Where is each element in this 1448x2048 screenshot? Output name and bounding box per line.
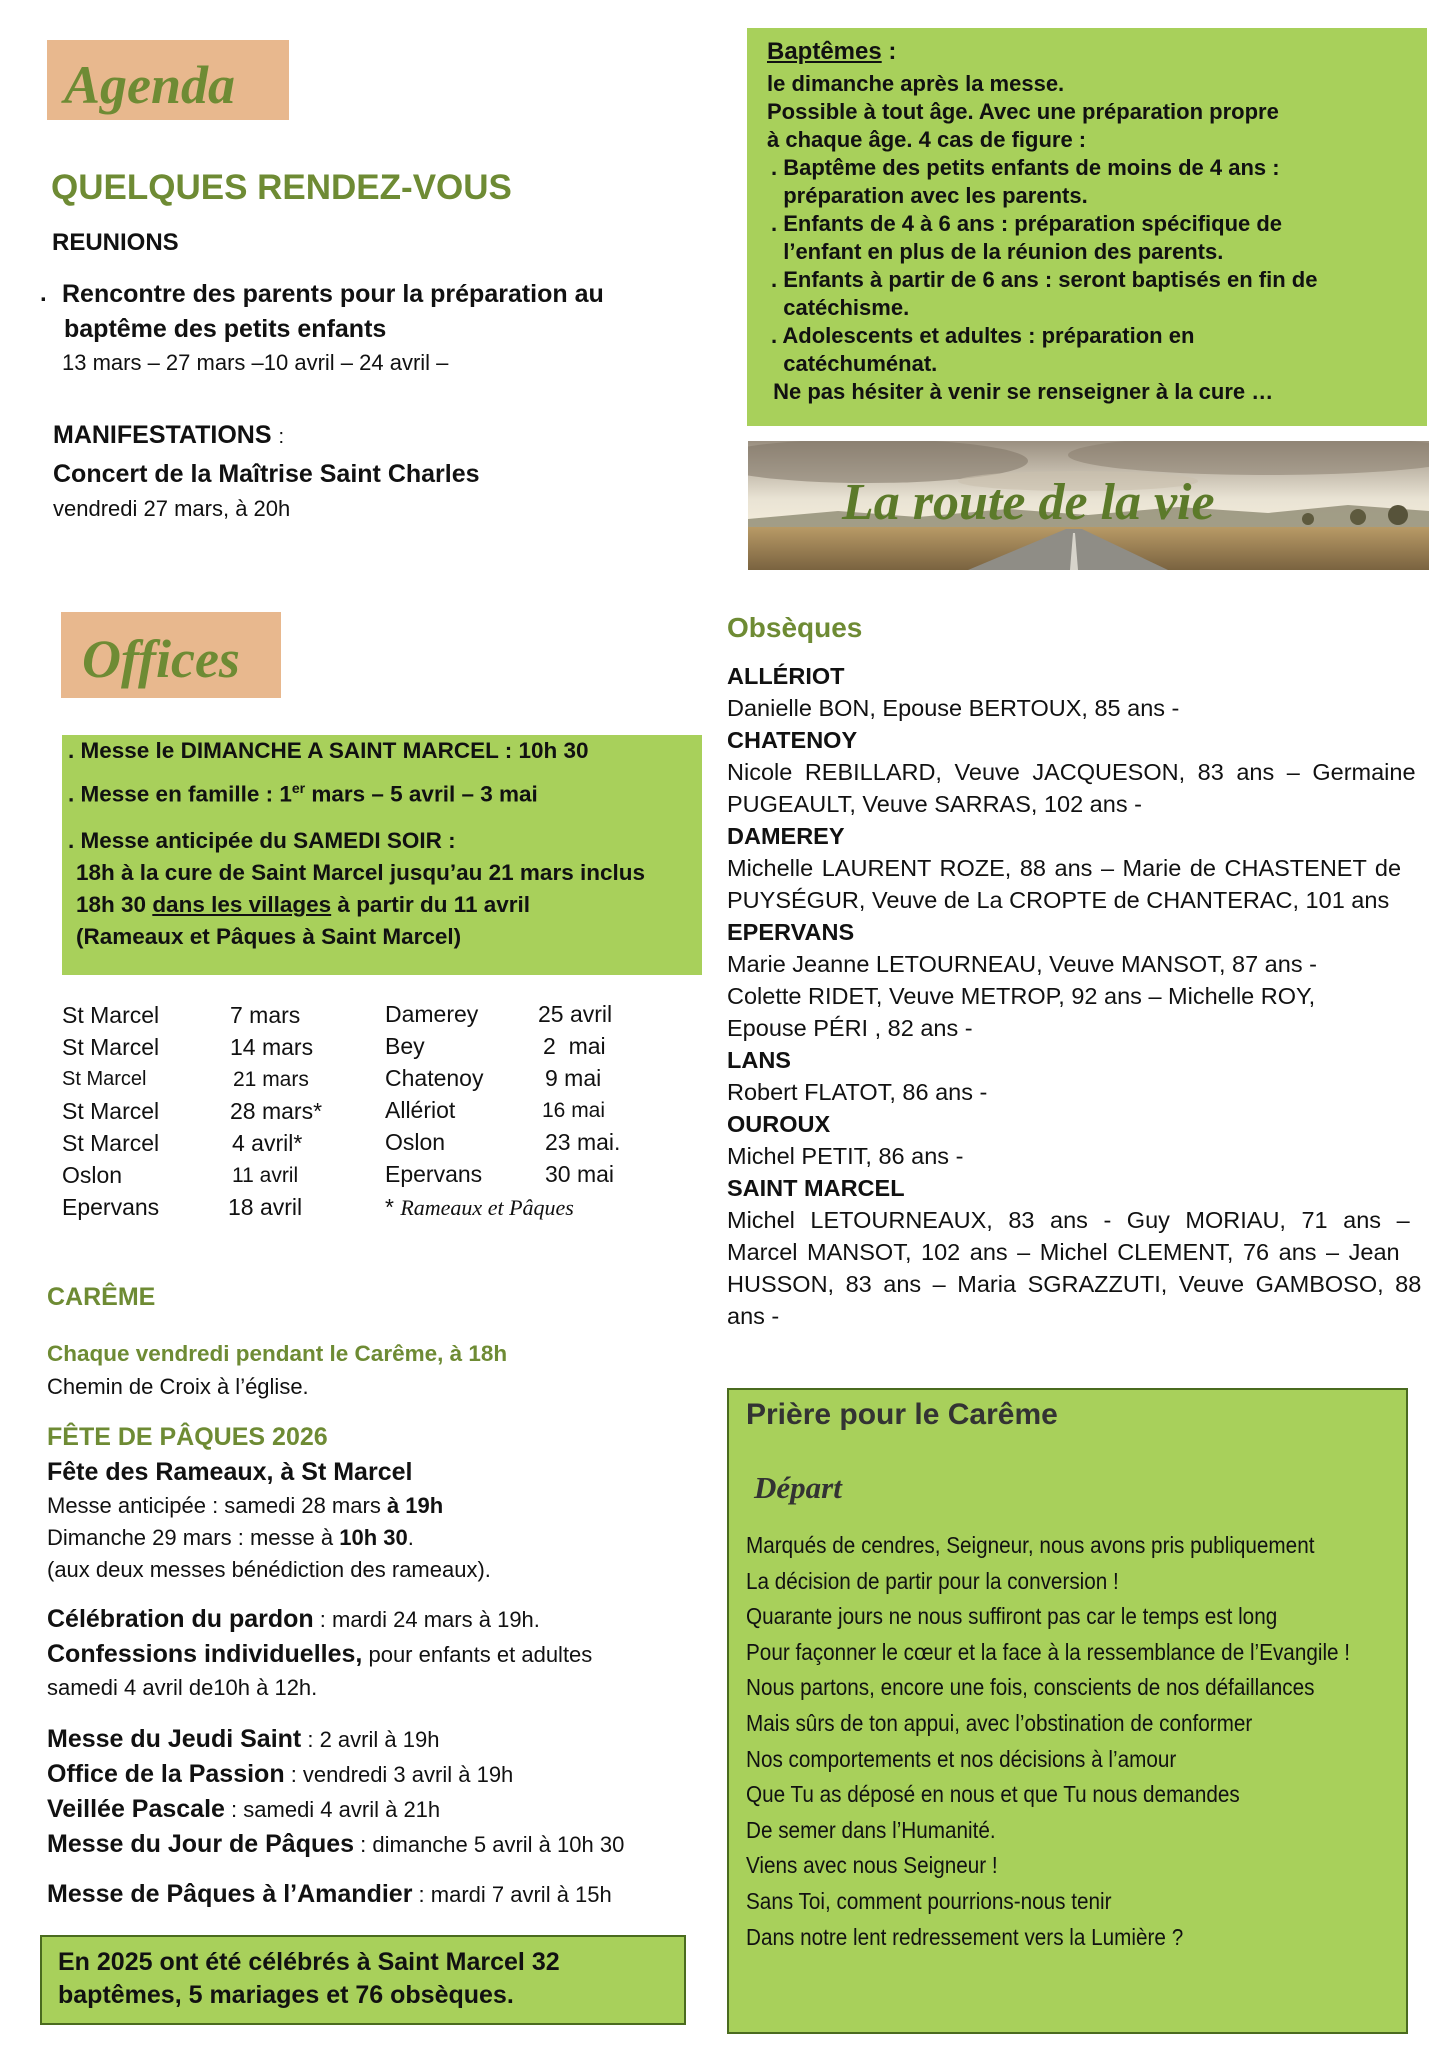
- passion-title: Office de la Passion: [47, 1760, 285, 1788]
- agenda-subtitle: QUELQUES RENDEZ-VOUS: [51, 168, 512, 207]
- sched-left-date-2: 21 mars: [233, 1068, 309, 1091]
- obseques-place-1: CHATENOY: [727, 727, 858, 753]
- obseques-line-6-0: Michel LETOURNEAUX, 83 ans - Guy MORIAU, 71 ans –: [727, 1207, 1410, 1233]
- priere-lines: [746, 1528, 1396, 1955]
- sched-right-date-2: 9 mai: [545, 1065, 602, 1091]
- stats-line-1: En 2025 ont été célébrés à Saint Marcel 32: [58, 1948, 560, 1976]
- baptemes-line-9: . Adolescents et adultes : préparation en: [771, 323, 1195, 348]
- veillee-row: [47, 1795, 440, 1824]
- sched-left-place-0: St Marcel: [62, 1002, 160, 1028]
- priere-line-4: Nous partons, encore une fois, conscients de nos défaillances: [746, 1674, 1315, 1701]
- jeudi-row: [47, 1725, 439, 1754]
- obseques-line-2-1: PUYSÉGUR, Veuve de La CROPTE de CHANTERAC, 101 ans: [727, 887, 1390, 913]
- priere-line-11: Dans notre lent redressement vers la Lumière ?: [746, 1923, 1184, 1950]
- priere-line-6: Nos comportements et nos décisions à l’amour: [746, 1745, 1177, 1772]
- obseques-line-3-1: Colette RIDET, Veuve METROP, 92 ans – Michelle ROY,: [727, 983, 1316, 1009]
- baptemes-line-5: . Enfants de 4 à 6 ans : préparation spécifique de: [771, 211, 1283, 236]
- sched-footnote-row: [385, 1194, 574, 1221]
- road-banner: [748, 441, 1429, 570]
- paques-heading: FÊTE DE PÂQUES 2026: [47, 1423, 328, 1451]
- offices-line-1: . Messe le DIMANCHE A SAINT MARCEL : 10h 30: [68, 738, 589, 763]
- obseques-line-3-2: Epouse PÉRI , 82 ans -: [727, 1015, 973, 1041]
- obseques-line-3-0: Marie Jeanne LETOURNEAU, Veuve MANSOT, 87 ans -: [727, 951, 1317, 977]
- manifestations-heading: MANIFESTATIONS: [53, 421, 272, 449]
- baptemes-line-0: le dimanche après la messe.: [767, 71, 1065, 96]
- obseques-place-5: OUROUX: [727, 1111, 831, 1137]
- obseques-line-4-0: Robert FLATOT, 86 ans -: [727, 1079, 988, 1105]
- sched-left-place-4: St Marcel: [62, 1130, 160, 1156]
- jeudi-title: Messe du Jeudi Saint: [47, 1725, 302, 1753]
- pardon-title: Célébration du pardon: [47, 1605, 314, 1633]
- concert-title: Concert de la Maîtrise Saint Charles: [53, 460, 480, 488]
- baptemes-heading-colon: :: [881, 38, 897, 65]
- obseques-line-1-1: PUGEAULT, Veuve SARRAS, 102 ans -: [727, 791, 1142, 817]
- rameaux-line-1-a: Messe anticipée : samedi 28 mars: [47, 1493, 387, 1518]
- rameaux-line-2-a: Dimanche 29 mars : messe à: [47, 1525, 340, 1550]
- baptemes-line-6: l’enfant en plus de la réunion des parents.: [771, 239, 1224, 264]
- amandier-row: [47, 1880, 612, 1909]
- confessions-title: Confessions individuelles,: [47, 1640, 363, 1668]
- obseques-line-0-0: Danielle BON, Epouse BERTOUX, 85 ans -: [727, 695, 1180, 721]
- sched-right-date-3: 16 mai: [542, 1099, 606, 1122]
- obseques-place-3: EPERVANS: [727, 919, 855, 945]
- obseques-line-1-0: Nicole REBILLARD, Veuve JACQUESON, 83 ans – Germaine: [727, 759, 1416, 785]
- priere-line-10: Sans Toi, comment pourrions-nous tenir: [746, 1887, 1112, 1914]
- passion-detail: : vendredi 3 avril à 19h: [284, 1762, 514, 1787]
- jour-title: Messe du Jour de Pâques: [47, 1830, 355, 1858]
- obseques-line-5-0: Michel PETIT, 86 ans -: [727, 1143, 964, 1169]
- sched-footnote: Rameaux et Pâques: [400, 1195, 574, 1220]
- sched-left-date-1: 14 mars: [230, 1034, 314, 1060]
- agenda-title: Agenda: [64, 55, 236, 115]
- obseques-place-0: ALLÉRIOT: [727, 663, 845, 689]
- baptemes-line-7: . Enfants à partir de 6 ans : seront baptisés en fin de: [771, 267, 1318, 292]
- pardon-row: [47, 1605, 540, 1634]
- stats-line-2: baptêmes, 5 mariages et 76 obsèques.: [58, 1981, 514, 2009]
- offices-line-2-sup: er: [291, 780, 306, 796]
- obseques-line-2-0: Michelle LAURENT ROZE, 88 ans – Marie de CHASTENET de: [727, 855, 1402, 881]
- careme-line-2: Chemin de Croix à l’église.: [47, 1374, 309, 1399]
- offices-line-5-b: à partir du 11 avril: [331, 892, 531, 917]
- baptemes-line-2: à chaque âge. 4 cas de figure :: [767, 127, 1087, 152]
- manifestations-colon: :: [278, 426, 285, 448]
- confessions-line-2: samedi 4 avril de10h à 12h.: [47, 1675, 318, 1700]
- sched-right-place-3: Allériot: [385, 1097, 456, 1123]
- priere-line-3: Pour façonner le cœur et la face à la ressemblance de l’Evangile !: [746, 1638, 1351, 1665]
- priere-title: Prière pour le Carême: [746, 1398, 1058, 1431]
- priere-subtitle: Départ: [754, 1470, 842, 1505]
- reunion-line-1: Rencontre des parents pour la préparation au: [62, 280, 604, 308]
- offices-line-2-b: mars – 5 avril – 3 mai: [305, 781, 538, 807]
- sched-left-date-3: 28 mars*: [230, 1098, 323, 1124]
- offices-line-4: 18h à la cure de Saint Marcel jusqu’au 21 mars inclus: [76, 860, 645, 885]
- reunion-line-2: baptême des petits enfants: [64, 315, 387, 343]
- reunions-heading: REUNIONS: [52, 229, 179, 256]
- sched-left-date-6: 18 avril: [228, 1194, 303, 1220]
- veillee-detail: : samedi 4 avril à 21h: [224, 1797, 441, 1822]
- passion-row: [47, 1760, 513, 1789]
- sched-right-place-1: Bey: [385, 1033, 425, 1059]
- obseques-line-6-3: ans -: [727, 1303, 780, 1329]
- obseques-place-4: LANS: [727, 1047, 791, 1073]
- priere-line-1: La décision de partir pour la conversion !: [746, 1567, 1119, 1594]
- rameaux-title: Fête des Rameaux, à St Marcel: [47, 1458, 413, 1486]
- priere-line-2: Quarante jours ne nous suffiront pas car le temps est long: [746, 1603, 1278, 1630]
- baptemes-heading: Baptêmes: [767, 38, 882, 65]
- sched-right-place-0: Damerey: [385, 1001, 479, 1027]
- jour-row: [47, 1830, 624, 1859]
- sched-left-place-1: St Marcel: [62, 1034, 160, 1060]
- obseques-line-6-2: HUSSON, 83 ans – Maria SGRAZZUTI, Veuve GAMBOSO, 88: [727, 1271, 1422, 1297]
- jeudi-detail: : 2 avril à 19h: [301, 1727, 440, 1752]
- sched-right-place-5: Epervans: [385, 1161, 483, 1187]
- baptemes-line-11: Ne pas hésiter à venir se renseigner à la cure …: [767, 379, 1274, 404]
- careme-line-1: Chaque vendredi pendant le Carême, à 18h: [47, 1341, 508, 1366]
- offices-line-5-a: 18h 30: [76, 892, 153, 917]
- confessions-row: [47, 1640, 592, 1669]
- priere-line-5: Mais sûrs de ton appui, avec l’obstination de conformer: [746, 1709, 1253, 1736]
- baptemes-line-4: préparation avec les parents.: [771, 183, 1088, 208]
- sched-right-date-5: 30 mai: [545, 1161, 615, 1187]
- priere-line-7: Que Tu as déposé en nous et que Tu nous demandes: [746, 1781, 1240, 1808]
- priere-line-9: Viens avec nous Seigneur !: [746, 1852, 998, 1879]
- sched-left-place-2: St Marcel: [62, 1068, 147, 1090]
- reunion-bullet: .: [40, 280, 47, 307]
- priere-line-0: Marqués de cendres, Seigneur, nous avons pris publiquement: [746, 1532, 1315, 1558]
- sched-right-date-4: 23 mai.: [545, 1129, 621, 1155]
- sched-left-date-0: 7 mars: [230, 1002, 301, 1028]
- rameaux-line-2-b: 10h 30: [339, 1525, 408, 1550]
- sched-footnote-star: *: [385, 1194, 394, 1220]
- amandier-title: Messe de Pâques à l’Amandier: [47, 1880, 413, 1908]
- baptemes-line-10: catéchuménat.: [771, 351, 938, 376]
- obseques-line-6-1: Marcel MANSOT, 102 ans – Michel CLEMENT, 76 ans – Jean: [727, 1239, 1400, 1265]
- confessions-detail: pour enfants et adultes: [362, 1642, 593, 1667]
- obseques-list: [727, 660, 1422, 1332]
- rameaux-line-1: [47, 1493, 443, 1519]
- obseques-place-6: SAINT MARCEL: [727, 1175, 905, 1201]
- rameaux-line-3: (aux deux messes bénédiction des rameaux).: [47, 1557, 491, 1582]
- offices-line-5-u: dans les villages: [152, 892, 332, 917]
- sched-left-place-3: St Marcel: [62, 1098, 160, 1124]
- sched-left-date-4: 4 avril*: [232, 1130, 303, 1156]
- pardon-detail: : mardi 24 mars à 19h.: [313, 1607, 540, 1632]
- priere-line-8: De semer dans l’Humanité.: [746, 1816, 996, 1843]
- baptemes-line-8: catéchisme.: [771, 295, 910, 320]
- sched-left-place-6: Epervans: [62, 1194, 160, 1220]
- sched-right-date-0: 25 avril: [538, 1001, 613, 1027]
- sched-right-place-4: Oslon: [385, 1129, 446, 1155]
- offices-line-3: . Messe anticipée du SAMEDI SOIR :: [68, 828, 456, 853]
- banner-text: La route de la vie: [842, 474, 1215, 531]
- reunion-dates: 13 mars – 27 mars –10 avril – 24 avril –: [62, 350, 449, 375]
- baptemes-heading-row: [767, 38, 896, 66]
- careme-heading: CARÊME: [47, 1283, 156, 1311]
- sched-right-place-2: Chatenoy: [385, 1065, 484, 1091]
- mass-schedule: [0, 0, 760, 1240]
- sched-right-date-1: 2 mai: [543, 1033, 606, 1059]
- offices-line-6: (Rameaux et Pâques à Saint Marcel): [76, 924, 462, 949]
- veillee-title: Veillée Pascale: [47, 1795, 225, 1823]
- rameaux-line-2-c: .: [407, 1525, 414, 1550]
- baptemes-body: [767, 70, 1317, 406]
- obseques-heading: Obsèques: [727, 612, 863, 643]
- amandier-detail: : mardi 7 avril à 15h: [412, 1882, 612, 1907]
- obseques-place-2: DAMEREY: [727, 823, 845, 849]
- baptemes-line-3: . Baptême des petits enfants de moins de 4 ans :: [771, 155, 1280, 180]
- jour-detail: : dimanche 5 avril à 10h 30: [354, 1832, 625, 1857]
- baptemes-line-1: Possible à tout âge. Avec une préparation propre: [767, 99, 1279, 124]
- rameaux-line-2: [47, 1525, 414, 1551]
- sched-left-place-5: Oslon: [62, 1162, 123, 1188]
- offices-title: Offices: [82, 629, 240, 689]
- rameaux-line-1-b: à 19h: [386, 1493, 444, 1518]
- concert-date: vendredi 27 mars, à 20h: [53, 496, 291, 521]
- offices-line-2-a: . Messe en famille : 1: [68, 781, 292, 807]
- sched-left-date-5: 11 avril: [232, 1164, 299, 1187]
